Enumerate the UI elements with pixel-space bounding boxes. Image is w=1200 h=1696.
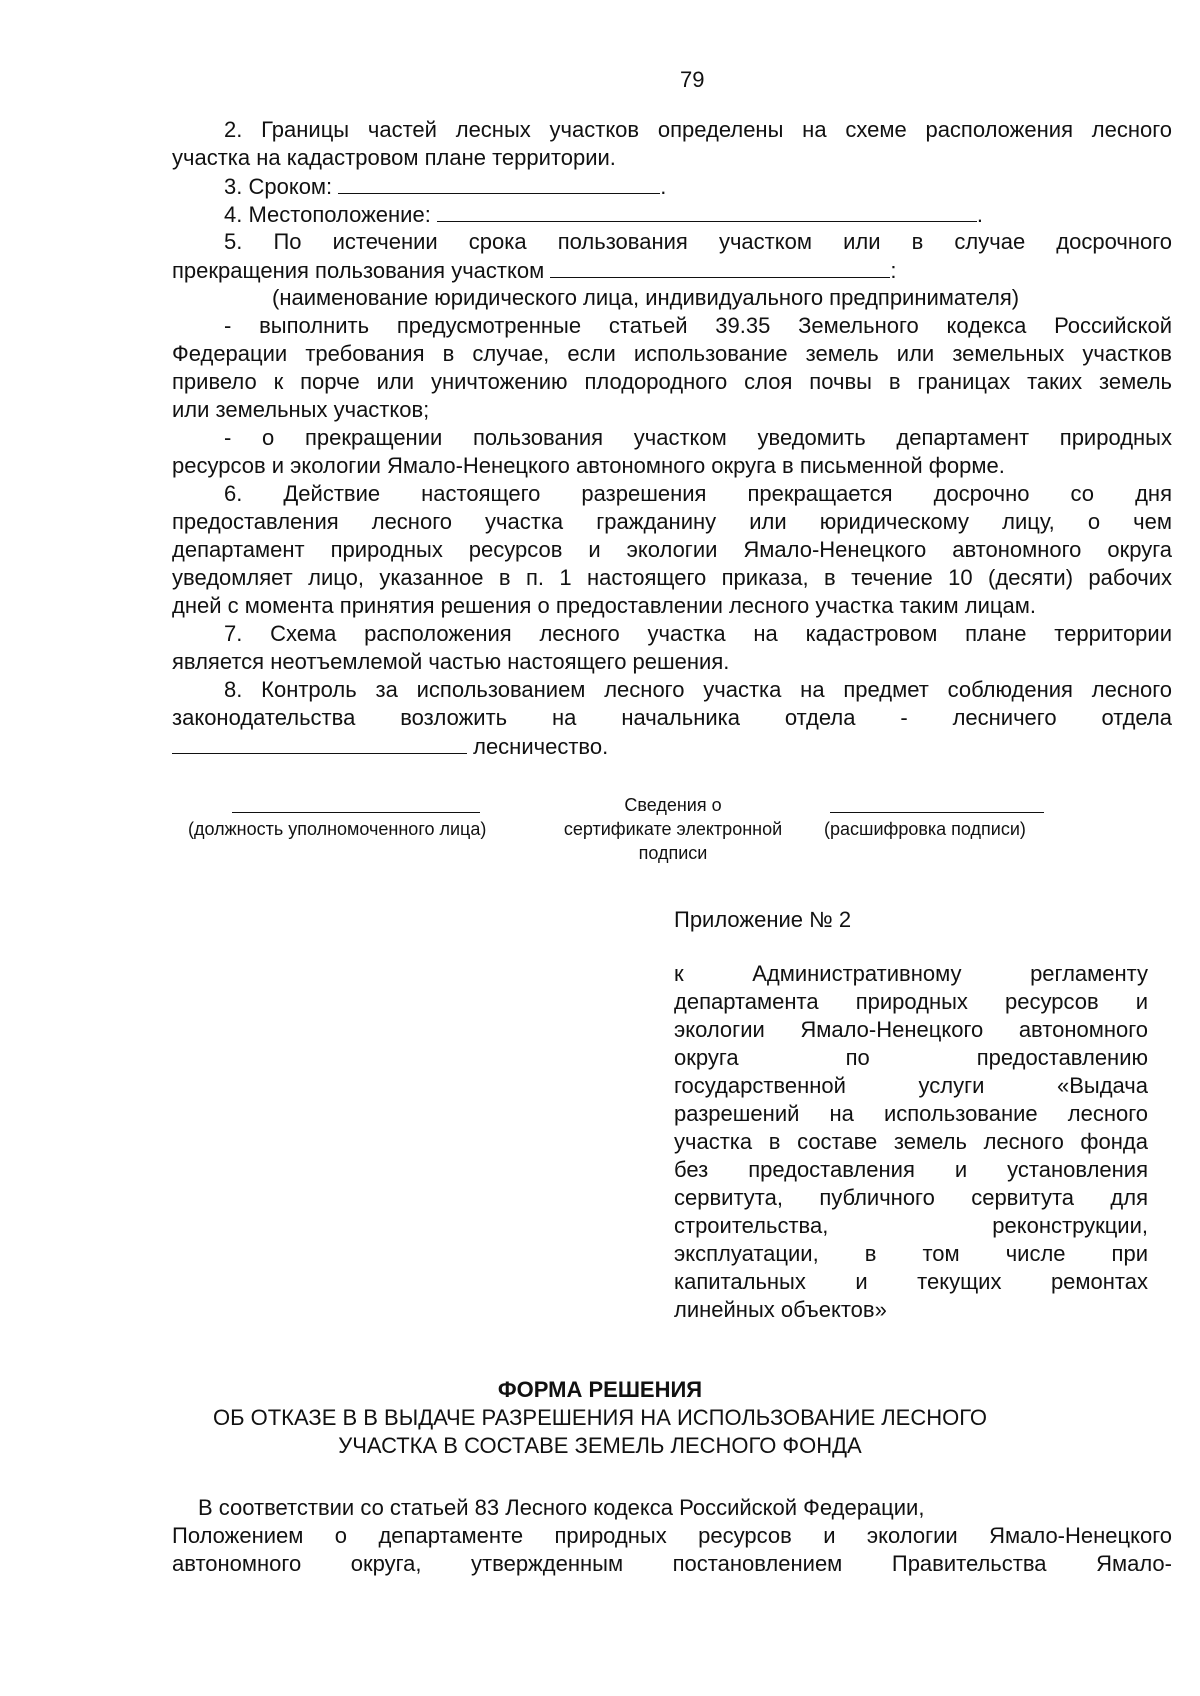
bullet-1-line-2: Федерации требования в случае, если использование земель или земельных участков: [172, 341, 1172, 366]
bullet-1-line-3: привело к порче или уничтожению плодородного слоя почвы в границах таких земель: [172, 369, 1172, 394]
paragraph-8-line-1: 8. Контроль за использованием лесного участка на предмет соблюдения лесного: [224, 677, 1172, 702]
paragraph-5-line-1: 5. По истечении срока пользования участком или в случае досрочного: [224, 229, 1172, 254]
entity-name-caption: (наименование юридического лица, индивидуального предпринимателя): [272, 285, 1020, 310]
paragraph-6-line-4: уведомляет лицо, указанное в п. 1 настоящего приказа, в течение 10 (десяти) рабочих: [172, 565, 1172, 590]
form-body-line-1: В соответствии со статьей 83 Лесного кодекса Российской Федерации,: [198, 1495, 925, 1520]
position-signature-line: [232, 812, 480, 813]
paragraph-8-line-3: [172, 732, 608, 760]
paragraph-6-line-3: департамент природных ресурсов и экологии Ямало-Ненецкого автономного округа: [172, 537, 1172, 562]
bullet-2-line-2: ресурсов и экологии Ямало-Ненецкого автономного округа в письменной форме.: [172, 453, 1005, 478]
location-label: 4. Местоположение:: [224, 202, 437, 227]
appendix-line: линейных объектов»: [674, 1297, 887, 1322]
paragraph-5-line-2: [172, 256, 896, 284]
colon: :: [890, 258, 897, 283]
certificate-info-line-3: подписи: [638, 843, 708, 863]
term-label: 3. Сроком:: [224, 174, 339, 199]
bullet-1-line-1: - выполнить предусмотренные статьей 39.35 Земельного кодекса Российской: [224, 313, 1172, 338]
name-caption: (расшифровка подписи): [824, 819, 1026, 839]
paragraph-7-line-1: 7. Схема расположения лесного участка на кадастровом плане территории: [224, 621, 1172, 646]
appendix-line: разрешений на использование лесного: [674, 1101, 1148, 1126]
paragraph-2-line-1: 2. Границы частей лесных участков определены на схеме расположения лесного: [224, 117, 1172, 142]
entity-name-blank: [550, 256, 890, 278]
paragraph-6-line-1: 6. Действие настоящего разрешения прекращается досрочно со дня: [224, 481, 1172, 506]
paragraph-2-line-2: участка на кадастровом плане территории.: [172, 145, 616, 170]
appendix-line: экологии Ямало-Ненецкого автономного: [674, 1017, 1148, 1042]
appendix-line: капитальных и текущих ремонтах: [674, 1269, 1148, 1294]
form-subheading-line-1: ОБ ОТКАЗЕ В В ВЫДАЧЕ РАЗРЕШЕНИЯ НА ИСПОЛЬЗОВАНИЕ ЛЕСНОГО: [212, 1405, 988, 1430]
appendix-line: округа по предоставлению: [674, 1045, 1148, 1070]
appendix-line: государственной услуги «Выдача: [674, 1073, 1148, 1098]
name-signature-line: [830, 812, 1044, 813]
bullet-1-line-4: или земельных участков;: [172, 397, 430, 422]
appendix-line: к Административному регламенту: [674, 961, 1148, 986]
paragraph-6-line-5: дней с момента принятия решения о предоставлении лесного участка таким лицам.: [172, 593, 1036, 618]
location-blank: [437, 200, 977, 222]
appendix-title: Приложение № 2: [674, 907, 852, 932]
form-heading: ФОРМА РЕШЕНИЯ: [497, 1377, 703, 1402]
termination-label: прекращения пользования участком: [172, 258, 551, 283]
certificate-info-line-2: сертификате электронной: [563, 819, 783, 839]
paragraph-3: [224, 172, 666, 200]
position-caption: (должность уполномоченного лица): [188, 819, 487, 839]
paragraph-7-line-2: является неотъемлемой частью настоящего решения.: [172, 649, 730, 674]
term-period: .: [660, 174, 667, 199]
appendix-line: эксплуатации, в том числе при: [674, 1241, 1148, 1266]
paragraph-4: [224, 200, 983, 228]
paragraph-6-line-2: предоставления лесного участка гражданину или юридическому лицу, о чем: [172, 509, 1172, 534]
page-number: 79: [680, 67, 705, 92]
appendix-line: сервитута, публичного сервитута для: [674, 1185, 1148, 1210]
bullet-2-line-1: - о прекращении пользования участком уведомить департамент природных: [224, 425, 1172, 450]
forestry-blank: [172, 732, 467, 754]
form-body-line-2: Положением о департаменте природных ресурсов и экологии Ямало-Ненецкого: [172, 1523, 1172, 1548]
certificate-info-line-1: Сведения о: [624, 795, 722, 815]
appendix-line: без предоставления и установления: [674, 1157, 1148, 1182]
forestry-word: лесничество.: [467, 734, 609, 759]
paragraph-8-line-2: законодательства возложить на начальника отдела - лесничего отдела: [172, 705, 1172, 730]
appendix-line: департамента природных ресурсов и: [674, 989, 1148, 1014]
location-period: .: [976, 202, 984, 227]
appendix-line: участка в составе земель лесного фонда: [674, 1129, 1148, 1154]
term-blank: [338, 172, 660, 194]
form-subheading-line-2: УЧАСТКА В СОСТАВЕ ЗЕМЕЛЬ ЛЕСНОГО ФОНДА: [338, 1433, 862, 1458]
appendix-line: строительства, реконструкции,: [674, 1213, 1148, 1238]
form-body-line-3: автономного округа, утвержденным постановлением Правительства Ямало-: [172, 1551, 1172, 1576]
